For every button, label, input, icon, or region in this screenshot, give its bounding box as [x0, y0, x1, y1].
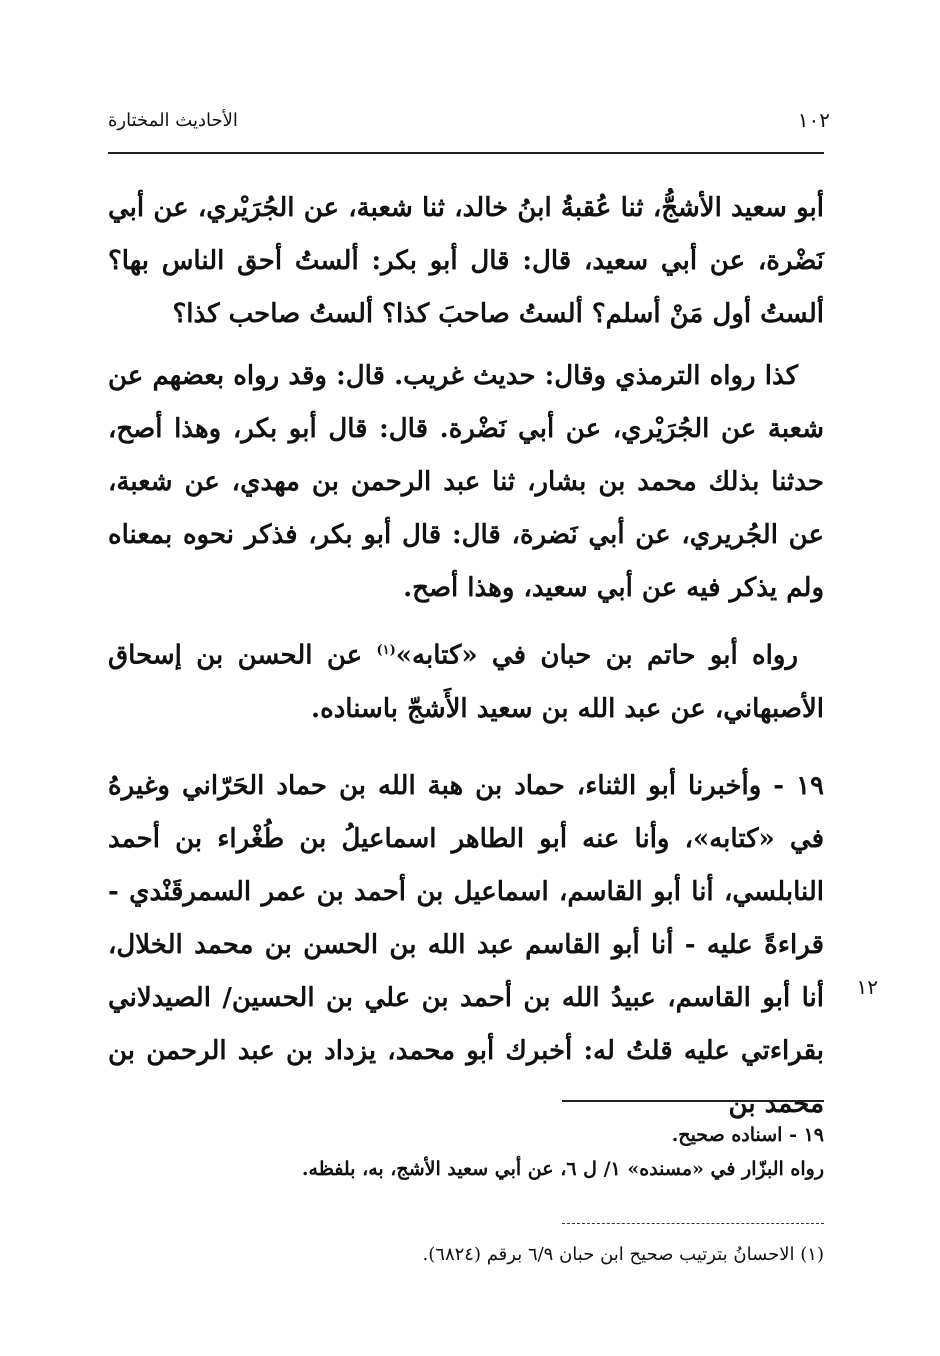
hadith-19-paragraph: ١٩ - وأخبرنا أبو الثناء، حماد بن هبة الله بن حماد الحَرّاني وغيرهُ في «كتابه»، وأنا عنه أبو الطاهر اسماعيلُ بن طُغْراء بن أحمد النابلسي، أنا أبو القاسم، اسماعيل بن أحمد بن عمر السمرقَنْدي - قراءةً عليه - أنا أبو القاسم عبد الله بن الحسن بن محمد الخلال، أنا أبو القاسم، عبيدُ الله بن أحمد بن علي بن الحسين/ الصيدلاني بقراءتي عليه قلتُ له: أخبرك أبو محمد، يزداد بن عبد الرحمن بن محمد بن — [108, 771, 825, 1119]
paragraph-1: أبو سعيد الأشجُّ، ثنا عُقبةُ ابنُ خالد، ثنا شعبة، عن الجُرَيْري، عن أبي نَضْرة، عن أبي سعيد، قال: قال أبو بكر: ألستُ أحق الناس بها؟ ألستُ أول مَنْ أسلم؟ ألستُ صاحبَ كذا؟ ألستُ صاحب كذا؟ — [108, 193, 824, 329]
footnote-block — [130, 1118, 824, 1186]
endnote: (١) الاحسانُ بترتيب صحيح ابن حبان ٦/٩ برقم (٦٨٢٤). — [422, 1244, 824, 1265]
paragraph-2: كذا رواه الترمذي وقال: حديث غريب. قال: وقد رواه بعضهم عن شعبة عن الجُرَيْري، عن أبي نَضْرة. قال: قال أبو بكر، وهذا أصح، حدثنا بذلك محمد بن بشار، ثنا عبد الرحمن بن مهدي، عن شعبة، عن الجُريري، عن أبي نَضرة، قال: قال أبو بكر، فذكر نحوه بمعناه ولم يذكر فيه عن أبي سعيد، وهذا أصح. — [108, 361, 824, 603]
page-number: ١٠٢ — [797, 108, 830, 132]
running-title: الأحاديث المختارة — [108, 110, 238, 131]
endnote-rule — [562, 1223, 824, 1224]
footnote-rule — [562, 1100, 824, 1102]
footnote-line-2: رواه البزّار في «مسنده» ١/ ل ٦، عن أبي سعيد الأشج، به، بلفظه. — [301, 1158, 824, 1180]
footnote-line-1: ١٩ - اسناده صحيح. — [671, 1124, 824, 1146]
footnote-ref: (١) — [376, 643, 396, 658]
paragraph-3-text-before: رواه أبو حاتم بن حبان في «كتابه» — [395, 640, 799, 671]
paragraph-3-text-after: عن الحسن بن إسحاق الأصبهاني، عن عبد الله بن سعيد الأَشجّ باسناده. — [108, 640, 824, 724]
margin-line-marker: ١٢ — [856, 975, 878, 999]
header-rule — [108, 152, 824, 154]
paragraph-3 — [108, 624, 824, 736]
